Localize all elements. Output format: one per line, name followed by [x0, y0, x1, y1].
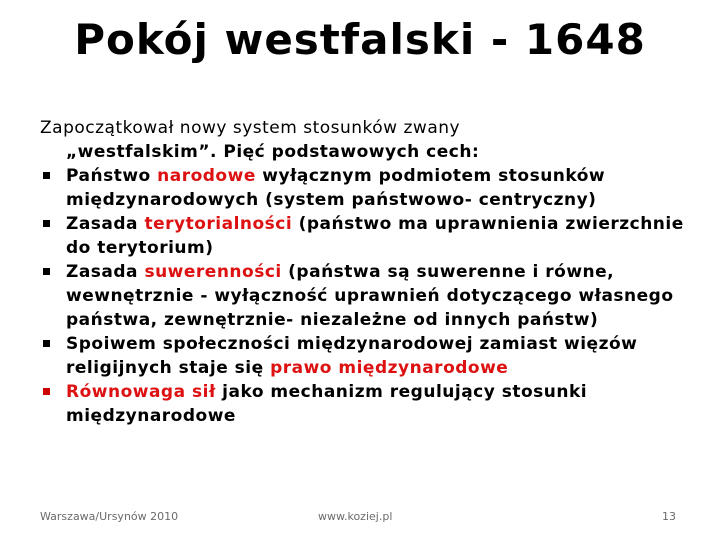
list-item — [40, 212, 700, 260]
square-bullet-icon — [43, 172, 50, 179]
item-text-post: (państwo ma uprawnienia zwierzchnie do terytorium) — [66, 214, 684, 258]
item-text-pre: Zasada — [66, 214, 145, 234]
item-highlight: prawo międzynarodowe — [270, 358, 509, 378]
item-text-post: jako mechanizm regulujący stosunki międzynarodowe — [66, 382, 588, 426]
intro-line-1: Zapoczątkował nowy system stosunków zwany — [40, 118, 461, 138]
intro-line-2: „westfalskim”. Pięć podstawowych cech: — [66, 142, 480, 162]
footer-page-number: 13 — [662, 510, 676, 523]
list-item — [40, 260, 700, 332]
item-highlight: narodowe — [157, 166, 256, 186]
item-text-pre: Państwo — [66, 166, 158, 186]
item-text-pre: Spoiwem społeczności międzynarodowej zamiast więzów religijnych staje się — [66, 334, 638, 378]
feature-list — [40, 164, 700, 428]
square-bullet-icon — [43, 340, 50, 347]
footer-website: www.koziej.pl — [318, 510, 393, 523]
footer-location-date: Warszawa/Ursynów 2010 — [40, 510, 179, 523]
square-bullet-icon — [43, 268, 50, 275]
list-item — [40, 332, 700, 380]
square-bullet-icon — [43, 220, 50, 227]
item-highlight: suwerenności — [144, 262, 282, 282]
item-highlight: terytorialności — [144, 214, 293, 234]
square-bullet-icon — [43, 388, 50, 395]
item-text-pre: Zasada — [66, 262, 145, 282]
slide-body — [40, 116, 700, 428]
item-text-post: (państwa są suwerenne i równe, wewnętrznie - wyłączność uprawnień dotyczącego własnego państwa, zewnętrznie- niezależne od innych państw) — [66, 262, 674, 330]
item-highlight: Równowaga sił — [66, 382, 216, 402]
item-text-post: wyłącznym podmiotem stosunków międzynarodowych (system państwowo- centryczny) — [66, 166, 606, 210]
list-item — [40, 380, 700, 428]
list-item — [40, 164, 700, 212]
slide-title: Pokój westfalski - 1648 — [74, 15, 646, 64]
intro-paragraph — [40, 116, 700, 164]
